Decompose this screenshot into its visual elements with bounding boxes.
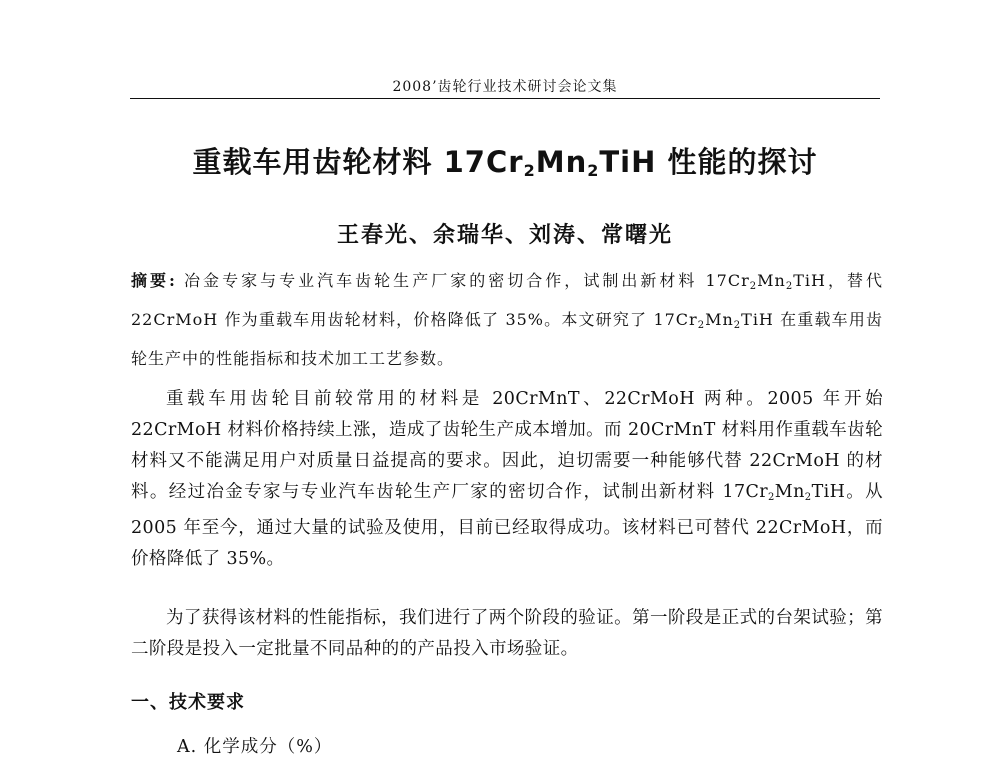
title-subscript: 2 xyxy=(523,161,536,180)
title-part: TiH 性能的探讨 xyxy=(599,145,818,179)
author-list: 王春光、余瑞华、刘涛、常曙光 xyxy=(336,222,673,248)
paragraph-subscript: 2 xyxy=(768,492,775,503)
body-paragraph-1 xyxy=(131,384,883,575)
paper-title xyxy=(100,140,910,181)
paragraph-text: Mn xyxy=(774,482,805,502)
abstract-text: TiH 在重载车用齿轮生产中的性能指标和技术加工工艺参数。 xyxy=(131,310,883,368)
title-part: Mn xyxy=(535,145,588,179)
abstract-text: Mn xyxy=(705,310,734,329)
paragraph-text: 重载车用齿轮目前较常用的材料是 20CrMnT、22CrMoH 两种。2005 年开始 22CrMoH 材料价格持续上涨，造成了齿轮生产成本增加。而 20CrMnT 材料用作重载车齿轮材料又不能满足用户对质量日益提高的要求。因此，迫切需要一种能够代替 22CrMoH 的材料。经过冶金专家与专业汽车齿轮生产厂家的密切合作，试制出新材料 17Cr xyxy=(131,389,883,502)
title-part: 重载车用齿轮材料 17Cr xyxy=(192,145,524,179)
header-rule xyxy=(130,98,880,99)
abstract-text: TiH，替代 22CrMoH 作为重载车用齿轮材料，价格降低了 35%。本文研究了 17Cr xyxy=(131,271,883,329)
title-subscript: 2 xyxy=(587,161,600,180)
abstract-subscript: 2 xyxy=(697,320,706,331)
abstract-subscript: 2 xyxy=(785,281,794,292)
abstract-label: 摘要: xyxy=(131,271,176,290)
paragraph-text: TiH。从 2005 年至今，通过大量的试验及使用，目前已经取得成功。该材料已可替代 22CrMoH，而价格降低了 35%。 xyxy=(131,482,884,569)
paragraph-subscript: 2 xyxy=(804,492,812,503)
abstract-text: 冶金专家与专业汽车齿轮生产厂家的密切合作，试制出新材料 17Cr xyxy=(175,271,750,290)
body-paragraph-2: 为了获得该材料的性能指标，我们进行了两个阶段的验证。第一阶段是正式的台架试验；第二阶段是投入一定批量不同品种的的产品投入市场验证。 xyxy=(131,608,883,659)
running-head: 2008’齿轮行业技术研讨会论文集 xyxy=(392,79,618,95)
abstract-subscript: 2 xyxy=(733,320,742,331)
subsection-heading: A. 化学成分（%） xyxy=(177,737,333,757)
abstract-text: Mn xyxy=(757,271,786,290)
abstract xyxy=(131,264,883,375)
section-heading: 一、技术要求 xyxy=(131,692,245,713)
abstract-subscript: 2 xyxy=(749,281,758,292)
